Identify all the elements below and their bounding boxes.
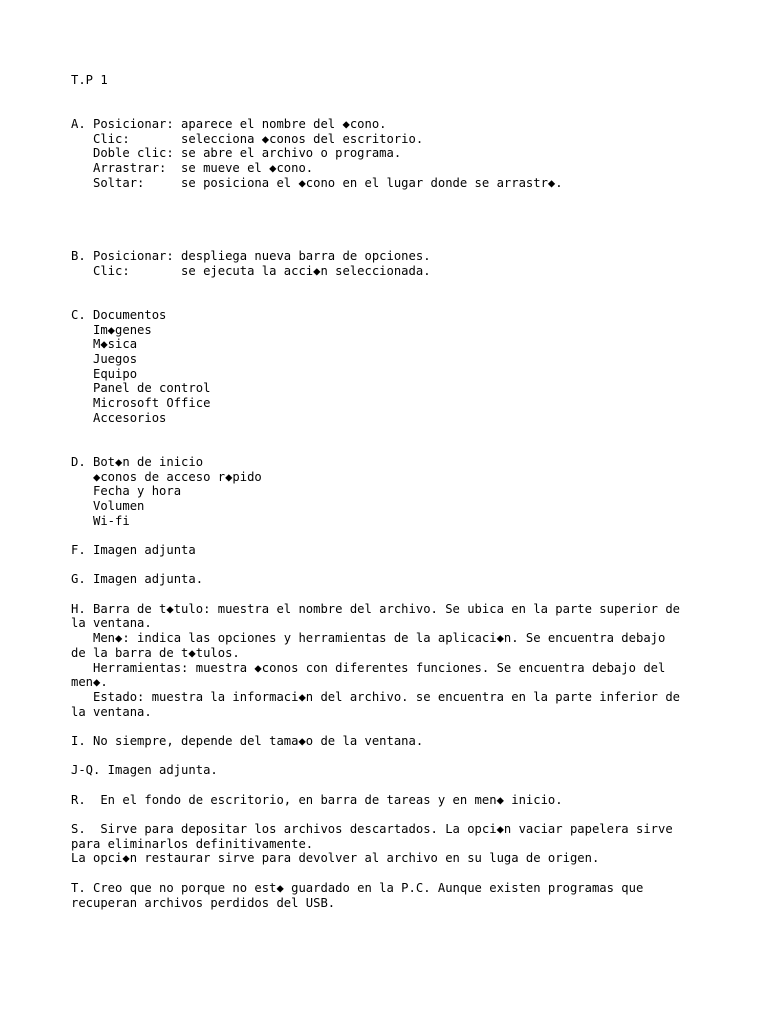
text-line: F. Imagen adjunta [71,543,196,557]
text-line: S. Sirve para depositar los archivos descartados. La opci◆n vaciar papelera sirve [71,822,673,837]
text-line: Microsoft Office [71,396,211,411]
blank-line [71,220,711,235]
document-body [71,88,711,911]
text-line: men◆. [71,675,108,690]
text-line: C. Documentos [71,308,167,322]
text-line: Wi-fi [71,513,130,528]
text-line: Im◆genes [71,322,152,337]
blank-line [71,528,711,543]
blank-line [71,587,711,602]
text-line: J-Q. Imagen adjunta. [71,763,218,778]
text-line: Equipo [71,366,138,381]
page-title: T.P 1 [71,73,108,87]
text-line: Clic: selecciona ◆conos del escritorio. [71,131,424,146]
blank-line [71,191,711,206]
text-line: T. Creo que no porque no est◆ guardado en la P.C. Aunque existen programas que [71,880,644,895]
blank-line [71,293,711,308]
text-line: para eliminarlos definitivamente. [71,836,314,851]
text-line: recuperan archivos perdidos del USB. [71,895,336,910]
text-line: A. Posicionar: aparece el nombre del ◆cono. [71,117,387,132]
document-page [71,73,711,910]
blank-line [71,778,711,793]
text-line: Men◆: indica las opciones y herramientas de la aplicaci◆n. Se encuentra debajo [71,631,666,646]
blank-line [71,440,711,455]
text-line: de la barra de t◆tulos. [71,645,240,660]
text-line: ◆conos de acceso r◆pido [71,469,262,484]
text-line: Panel de control [71,381,211,396]
blank-line [71,88,711,103]
blank-line [71,558,711,573]
text-line: La opci◆n restaurar sirve para devolver al archivo en su luga de origen. [71,851,600,866]
text-line: Volumen [71,498,145,513]
text-line: G. Imagen adjunta. [71,572,204,587]
blank-line [71,807,711,822]
text-line: Clic: se ejecuta la acci◆n seleccionada. [71,263,431,278]
blank-line [71,749,711,764]
text-line: Arrastrar: se mueve el ◆cono. [71,161,314,176]
blank-line [71,205,711,220]
text-line: la ventana. [71,616,152,631]
blank-line [71,866,711,881]
text-line: Juegos [71,352,138,367]
text-line: M◆sica [71,337,138,352]
blank-line [71,102,711,117]
text-line: la ventana. [71,704,152,719]
text-line: R. En el fondo de escritorio, en barra de tareas y en men◆ inicio. [71,792,563,807]
blank-line [71,279,711,294]
text-line: Fecha y hora [71,484,182,499]
text-line: H. Barra de t◆tulo: muestra el nombre del archivo. Se ubica en la parte superior de [71,601,681,616]
blank-line [71,719,711,734]
text-line: Soltar: se posiciona el ◆cono en el lugar donde se arrastr◆. [71,175,563,190]
blank-line [71,235,711,250]
blank-line [71,426,711,441]
text-line: Estado: muestra la informaci◆n del archivo. se encuentra en la parte inferior de [71,689,681,704]
text-line: D. Bot◆n de inicio [71,454,204,469]
text-line: Doble clic: se abre el archivo o programa. [71,146,402,161]
text-line: I. No siempre, depende del tama◆o de la ventana. [71,733,424,748]
text-line: Herramientas: muestra ◆conos con diferentes funciones. Se encuentra debajo del [71,660,666,675]
text-line: B. Posicionar: despliega nueva barra de opciones. [71,249,431,264]
text-line: Accesorios [71,410,167,425]
